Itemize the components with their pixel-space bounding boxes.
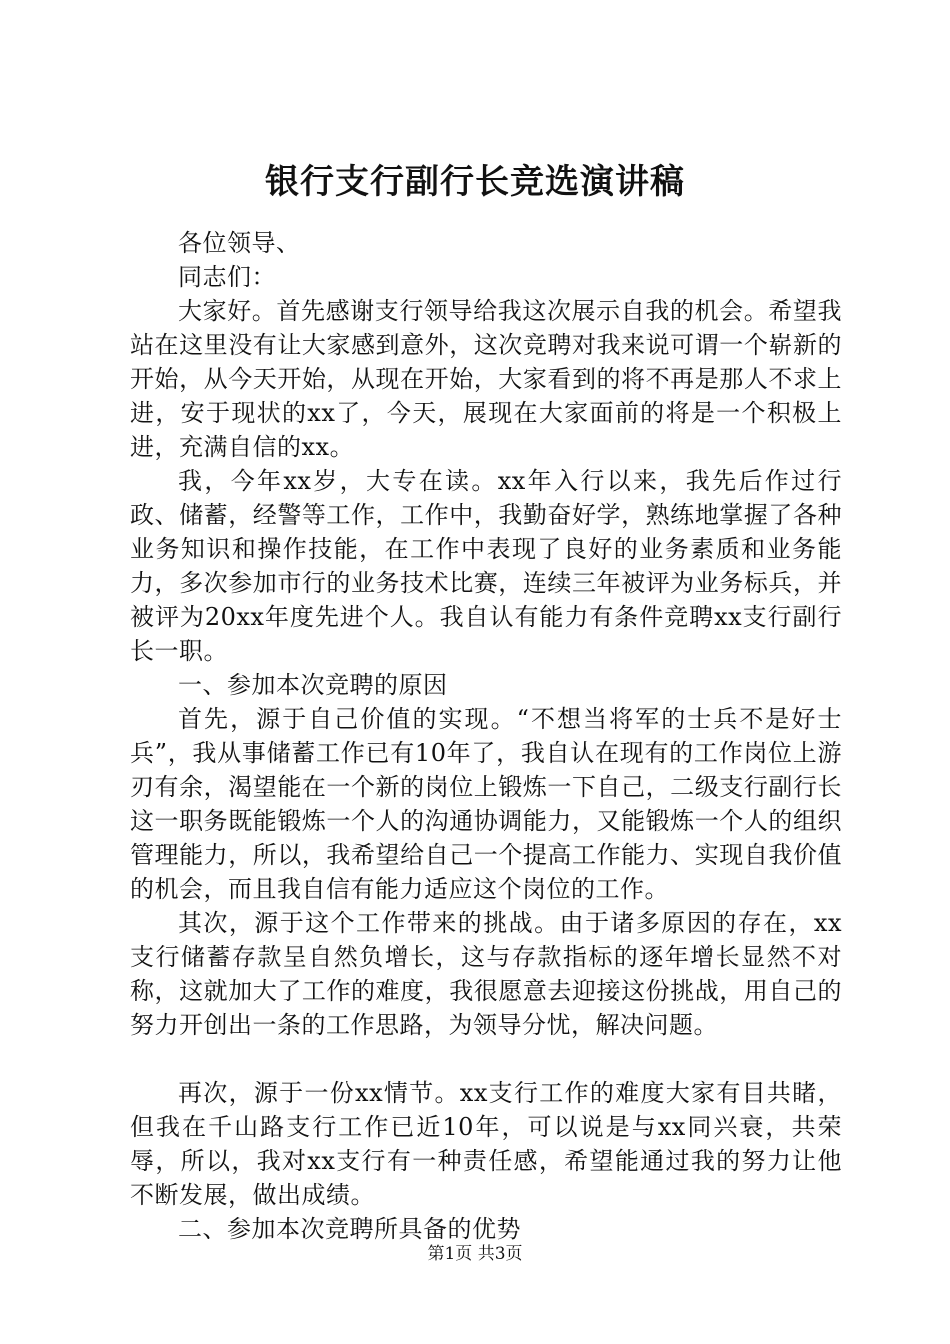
salutation-line-1: 各位领导、: [178, 229, 301, 257]
page-number-footer: 第1页 共3页: [427, 1244, 523, 1264]
paragraph-reason-first: 首先，源于自己价值的实现。“不想当将军的士兵不是好士兵”，我从事储蓄工作已有10年了，我自认在现有的工作岗位上游刃有余，渴望能在一个新的岗位上锻炼一下自己，二级支行副行长这一职务既能锻炼一个人的沟通协调能力，又能锻炼一个人的组织管理能力，所以，我希望给自己一个提高工作能力、实现自我价值的机会，而且我自信有能力适应这个岗位的工作。: [130, 705, 842, 903]
paragraph-reason-third: 再次，源于一份xx情节。xx支行工作的难度大家有目共睹，但我在千山路支行工作已近10年，可以说是与xx同兴衰，共荣辱，所以，我对xx支行有一种责任感，希望能通过我的努力让他不断发展，做出成绩。: [130, 1079, 842, 1209]
salutation-line-2: 同志们：: [178, 263, 276, 291]
document-title: 银行支行副行长竞选演讲稿: [265, 162, 685, 202]
section-heading-reasons: 一、参加本次竞聘的原因: [178, 671, 448, 699]
paragraph-self-introduction: 我，今年xx岁，大专在读。xx年入行以来，我先后作过行政、储蓄，经警等工作，工作中，我勤奋好学，熟练地掌握了各种业务知识和操作技能，在工作中表现了良好的业务素质和业务能力，多次参加市行的业务技术比赛，连续三年被评为业务标兵，并被评为20xx年度先进个人。我自认有能力有条件竞聘xx支行副行长一职。: [130, 467, 842, 665]
section-heading-advantages: 二、参加本次竞聘所具备的优势: [178, 1215, 521, 1243]
paragraph-greeting: 大家好。首先感谢支行领导给我这次展示自我的机会。希望我站在这里没有让大家感到意外，这次竞聘对我来说可谓一个崭新的开始，从今天开始，从现在开始，大家看到的将不再是那人不求上进，安于现状的xx了，今天，展现在大家面前的将是一个积极上进，充满自信的xx。: [130, 297, 842, 461]
paragraph-reason-second: 其次，源于这个工作带来的挑战。由于诸多原因的存在，xx支行储蓄存款呈自然负增长，这与存款指标的逐年增长显然不对称，这就加大了工作的难度，我很愿意去迎接这份挑战，用自己的努力开创出一条的工作思路，为领导分忧，解决问题。: [130, 909, 842, 1039]
document-body: [130, 226, 842, 1246]
blank-line: [130, 1042, 842, 1076]
